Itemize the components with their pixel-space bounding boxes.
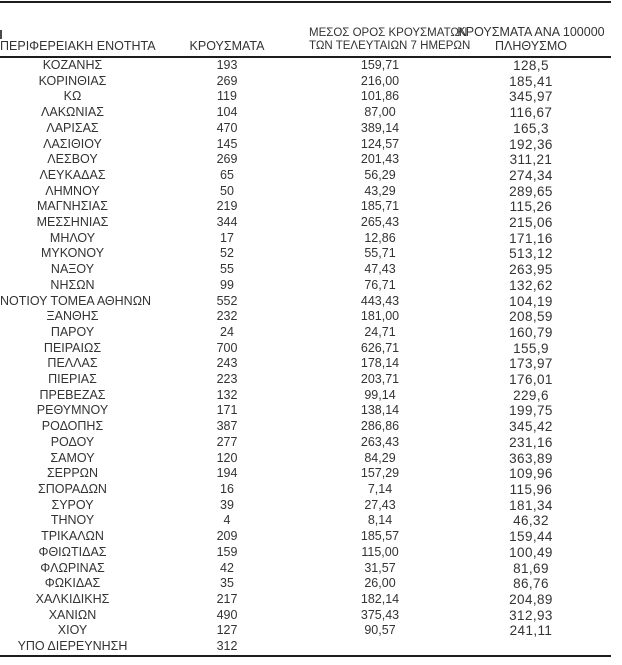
cell-region: ΡΟΔΟΥ <box>50 434 95 449</box>
col-header-per-100k-label-line1: ΚΡΟΥΣΜΑΤΑ ΑΝΑ 100000 <box>457 25 605 39</box>
table-row <box>0 152 611 168</box>
table-row <box>0 168 611 184</box>
cell-per-100k: 116,67 <box>509 105 553 121</box>
cell-region: ΝΑΞΟΥ <box>50 262 95 277</box>
cell-region: ΜΑΓΝΗΣΙΑΣ <box>37 199 108 214</box>
cell-per-100k: 104,19 <box>509 293 553 309</box>
cell-cases: 277 <box>216 434 238 449</box>
cell-cases: 700 <box>216 340 238 355</box>
regional-cases-table <box>0 1 611 657</box>
table-row <box>0 435 611 451</box>
cell-avg-7day: 159,71 <box>360 58 400 72</box>
cell-avg-7day: 101,86 <box>360 89 400 104</box>
cell-avg-7day: 157,29 <box>360 466 400 481</box>
table-row <box>0 482 611 498</box>
cell-avg-7day: 115,00 <box>361 544 399 559</box>
col-header-cases <box>145 2 309 57</box>
table-row <box>0 466 611 482</box>
cell-region: ΠΕΛΛΑΣ <box>47 356 98 371</box>
cell-per-100k: 192,36 <box>509 136 553 152</box>
cell-avg-7day: 84,29 <box>364 450 396 465</box>
cell-cases: 209 <box>216 529 238 544</box>
cell-cases: 119 <box>217 89 237 104</box>
cell-cases: 42 <box>220 560 234 575</box>
cell-region: ΤΗΝΟΥ <box>50 513 95 528</box>
cell-avg-7day: 138,14 <box>360 403 400 418</box>
cell-region: ΝΗΣΩΝ <box>50 277 95 292</box>
table-row <box>0 74 611 90</box>
cell-per-100k: 132,62 <box>509 277 553 293</box>
cell-region: ΤΡΙΚΑΛΩΝ <box>41 529 104 544</box>
cell-cases: 4 <box>223 513 231 528</box>
cell-avg-7day <box>309 639 451 656</box>
cell-region: ΛΑΡΙΣΑΣ <box>46 120 99 135</box>
col-header-per-100k-label-line2: ΠΛΗΘΥΣΜΟ <box>495 38 567 53</box>
cell-cases: 552 <box>216 293 238 308</box>
cell-cases: 17 <box>220 230 234 245</box>
cell-cases: 50 <box>220 183 234 198</box>
table-row <box>0 592 611 608</box>
cell-cases: 16 <box>220 481 234 496</box>
cell-per-100k: 185,41 <box>509 73 553 89</box>
cell-avg-7day: 182,14 <box>360 591 400 606</box>
cell-cases: 127 <box>216 623 238 638</box>
cell-per-100k: 345,42 <box>509 419 553 435</box>
cell-per-100k: 311,21 <box>509 152 553 168</box>
cell-cases: 171 <box>216 403 238 418</box>
cell-per-100k: 208,59 <box>509 309 553 325</box>
cell-per-100k: 199,75 <box>509 403 553 419</box>
table-row <box>0 576 611 592</box>
cell-cases: 344 <box>216 215 238 230</box>
table-row <box>0 262 611 278</box>
cell-region: ΡΟΔΟΠΗΣ <box>41 419 104 434</box>
cell-per-100k: 171,16 <box>509 230 553 246</box>
cell-region: ΜΗΛΟΥ <box>49 230 96 245</box>
cell-cases: 35 <box>220 576 234 591</box>
cell-avg-7day: 24,71 <box>364 324 396 339</box>
table-row <box>0 137 611 153</box>
cell-per-100k: 312,93 <box>509 607 553 623</box>
table-row <box>0 639 611 656</box>
cell-per-100k: 109,96 <box>509 466 553 482</box>
cell-cases: 269 <box>216 73 238 88</box>
cell-region: ΠΙΕΡΙΑΣ <box>48 372 97 387</box>
header-row <box>0 2 611 57</box>
table-row <box>0 121 611 137</box>
cell-cases: 312 <box>216 639 238 654</box>
cell-avg-7day: 12,86 <box>364 230 396 245</box>
cell-per-100k: 289,65 <box>509 183 553 199</box>
cell-region: ΛΗΜΝΟΥ <box>45 183 100 198</box>
cell-region: ΡΕΘΥΜΝΟΥ <box>36 403 109 418</box>
cell-avg-7day: 181,00 <box>360 309 400 324</box>
cell-avg-7day: 203,71 <box>360 372 400 387</box>
cell-per-100k: 86,76 <box>513 576 549 592</box>
cell-avg-7day: 124,57 <box>360 136 400 151</box>
cell-region: ΠΑΡΟΥ <box>50 324 95 339</box>
cell-cases: 217 <box>216 591 238 606</box>
cell-per-100k: 115,26 <box>509 199 553 215</box>
cell-avg-7day: 31,57 <box>364 560 396 575</box>
cell-cases: 219 <box>216 199 238 214</box>
table-row <box>0 561 611 577</box>
col-header-avg-7day <box>309 2 471 57</box>
cell-cases: 24 <box>220 324 234 339</box>
cell-cases: 232 <box>216 309 238 324</box>
cell-cases: 39 <box>220 497 234 512</box>
cell-per-100k: 128,5 <box>513 58 549 73</box>
cell-avg-7day: 87,00 <box>364 105 396 120</box>
table-row <box>0 623 611 639</box>
cell-per-100k: 115,96 <box>509 481 553 497</box>
table-row <box>0 498 611 514</box>
cell-cases: 223 <box>216 372 238 387</box>
cell-avg-7day: 8,14 <box>367 513 393 528</box>
cell-region: ΦΩΚΙΔΑΣ <box>44 576 101 591</box>
cell-avg-7day: 265,43 <box>360 215 400 230</box>
cell-cases: 104 <box>216 105 238 120</box>
cell-avg-7day: 443,43 <box>360 293 400 308</box>
cell-per-100k: 100,49 <box>509 544 553 560</box>
cell-avg-7day: 626,71 <box>360 340 400 355</box>
cell-avg-7day: 47,43 <box>364 262 396 277</box>
cell-avg-7day: 56,29 <box>364 167 396 182</box>
cell-avg-7day: 201,43 <box>360 152 400 167</box>
cell-per-100k: 81,69 <box>513 560 549 576</box>
cell-region: ΚΩ <box>63 89 82 104</box>
cell-region: ΧΑΛΚΙΔΙΚΗΣ <box>35 591 110 606</box>
table-row <box>0 608 611 624</box>
cell-per-100k: 274,34 <box>509 167 553 183</box>
cell-cases: 243 <box>216 356 238 371</box>
table-row <box>0 278 611 294</box>
table-row <box>0 388 611 404</box>
cell-avg-7day: 389,14 <box>360 120 400 135</box>
cell-per-100k <box>451 639 611 656</box>
cell-per-100k: 159,44 <box>509 529 553 545</box>
col-header-regional-unit <box>0 2 156 57</box>
cell-region: ΛΑΚΩΝΙΑΣ <box>41 105 104 120</box>
cell-per-100k: 173,97 <box>509 356 553 372</box>
table-row <box>0 57 611 74</box>
table-row <box>0 451 611 467</box>
cell-per-100k: 363,89 <box>509 450 553 466</box>
cell-avg-7day: 43,29 <box>364 183 396 198</box>
table-row <box>0 309 611 325</box>
cell-avg-7day: 27,43 <box>364 497 396 512</box>
table-row <box>0 231 611 247</box>
table-row <box>0 545 611 561</box>
table-row <box>0 246 611 262</box>
cell-cases: 194 <box>216 466 238 481</box>
cell-per-100k: 160,79 <box>509 324 553 340</box>
cell-per-100k: 155,9 <box>513 340 549 356</box>
cell-cases: 470 <box>216 120 238 135</box>
table-row <box>0 513 611 529</box>
col-header-avg-7day-label-line2: ΤΩΝ ΤΕΛΕΥΤΑΙΩΝ 7 ΗΜΕΡΩΝ <box>309 40 471 52</box>
cell-region: ΧΑΝΙΩΝ <box>48 607 97 622</box>
cell-cases: 120 <box>216 450 238 465</box>
col-header-regional-unit-label: ΠΕΡΙΦΕΡΕΙΑΚΗ ΕΝΟΤΗΤΑ <box>0 39 156 53</box>
table-row <box>0 184 611 200</box>
table-header <box>0 2 611 57</box>
cell-per-100k: 181,34 <box>509 497 553 513</box>
cell-cases: 145 <box>216 136 238 151</box>
cell-avg-7day: 375,43 <box>360 607 400 622</box>
cell-region: ΛΑΣΙΘΙΟΥ <box>43 136 102 151</box>
cell-region: ΜΕΣΣΗΝΙΑΣ <box>36 215 109 230</box>
table-row <box>0 403 611 419</box>
col-header-cases-label: ΚΡΟΥΣΜΑΤΑ <box>189 39 265 53</box>
cell-avg-7day: 216,00 <box>360 73 400 88</box>
cell-avg-7day: 55,71 <box>364 246 396 261</box>
cell-cases: 65 <box>220 167 234 182</box>
cell-per-100k: 215,06 <box>509 215 553 231</box>
cell-per-100k: 229,6 <box>513 387 549 403</box>
cell-avg-7day: 185,57 <box>360 529 400 544</box>
table-row <box>0 215 611 231</box>
cell-avg-7day: 7,14 <box>367 481 393 496</box>
cell-per-100k: 46,32 <box>513 513 549 529</box>
cell-per-100k: 345,97 <box>509 89 553 105</box>
cell-region: ΜΥΚΟΝΟΥ <box>40 246 105 261</box>
cell-region: ΛΕΥΚΑΔΑΣ <box>39 167 106 182</box>
cell-cases: 55 <box>220 262 234 277</box>
col-header-per-100k <box>451 2 611 57</box>
cell-per-100k: 176,01 <box>509 372 553 388</box>
cell-avg-7day: 99,14 <box>364 387 396 402</box>
cell-avg-7day: 90,57 <box>364 623 396 638</box>
cell-avg-7day: 185,71 <box>360 199 400 214</box>
table-row <box>0 529 611 545</box>
cell-per-100k: 204,89 <box>509 591 553 607</box>
cell-region: ΣΠΟΡΑΔΩΝ <box>38 481 107 496</box>
table-row <box>0 372 611 388</box>
cell-per-100k: 263,95 <box>509 262 553 278</box>
cell-region: ΞΑΝΘΗΣ <box>46 309 99 324</box>
cell-cases: 387 <box>216 419 238 434</box>
table-body <box>0 57 611 656</box>
cell-avg-7day: 286,86 <box>360 419 400 434</box>
cell-region: ΦΘΙΩΤΙΔΑΣ <box>38 544 107 559</box>
table-row <box>0 105 611 121</box>
cell-region: ΣΕΡΡΩΝ <box>46 466 99 481</box>
cell-cases: 269 <box>216 152 238 167</box>
cell-avg-7day: 178,14 <box>360 356 400 371</box>
cell-region: ΝΟΤΙΟΥ ΤΟΜΕΑ ΑΘΗΝΩΝ <box>0 293 152 308</box>
cell-region: ΚΟΡΙΝΘΙΑΣ <box>38 73 107 88</box>
table-row <box>0 325 611 341</box>
cell-cases: 490 <box>216 607 238 622</box>
table-row <box>0 199 611 215</box>
cell-region: ΣΑΜΟΥ <box>50 450 95 465</box>
cell-avg-7day: 263,43 <box>360 434 400 449</box>
cell-region: ΠΡΕΒΕΖΑΣ <box>39 387 106 402</box>
table-row <box>0 294 611 310</box>
cell-cases: 52 <box>220 246 234 261</box>
cell-region: ΣΥΡΟΥ <box>51 497 94 512</box>
cell-region: ΧΙΟΥ <box>57 623 88 638</box>
cell-region: ΥΠΟ ΔΙΕΡΕΥΝΗΣΗ <box>17 639 128 654</box>
cell-cases: 99 <box>220 277 234 292</box>
cell-region: ΚΟΖΑΝΗΣ <box>42 58 103 72</box>
cell-avg-7day: 76,71 <box>364 277 396 292</box>
cell-avg-7day: 26,00 <box>364 576 396 591</box>
cell-region: ΦΛΩΡΙΝΑΣ <box>40 560 105 575</box>
cell-cases: 132 <box>216 387 238 402</box>
cell-per-100k: 231,16 <box>509 434 553 450</box>
cell-region: ΛΕΣΒΟΥ <box>47 152 98 167</box>
table-row <box>0 356 611 372</box>
cell-region: ΠΕΙΡΑΙΩΣ <box>43 340 102 355</box>
table-row <box>0 341 611 357</box>
col-header-avg-7day-label-line1: ΜΕΣΟΣ ΟΡΟΣ ΚΡΟΥΣΜΑΤΩΝ <box>309 27 468 39</box>
table-row <box>0 89 611 105</box>
cell-per-100k: 513,12 <box>509 246 553 262</box>
cell-per-100k: 165,3 <box>513 120 549 136</box>
cell-cases: 193 <box>216 58 238 72</box>
table-row <box>0 419 611 435</box>
cell-cases: 159 <box>216 544 238 559</box>
cell-per-100k: 241,11 <box>509 623 553 639</box>
